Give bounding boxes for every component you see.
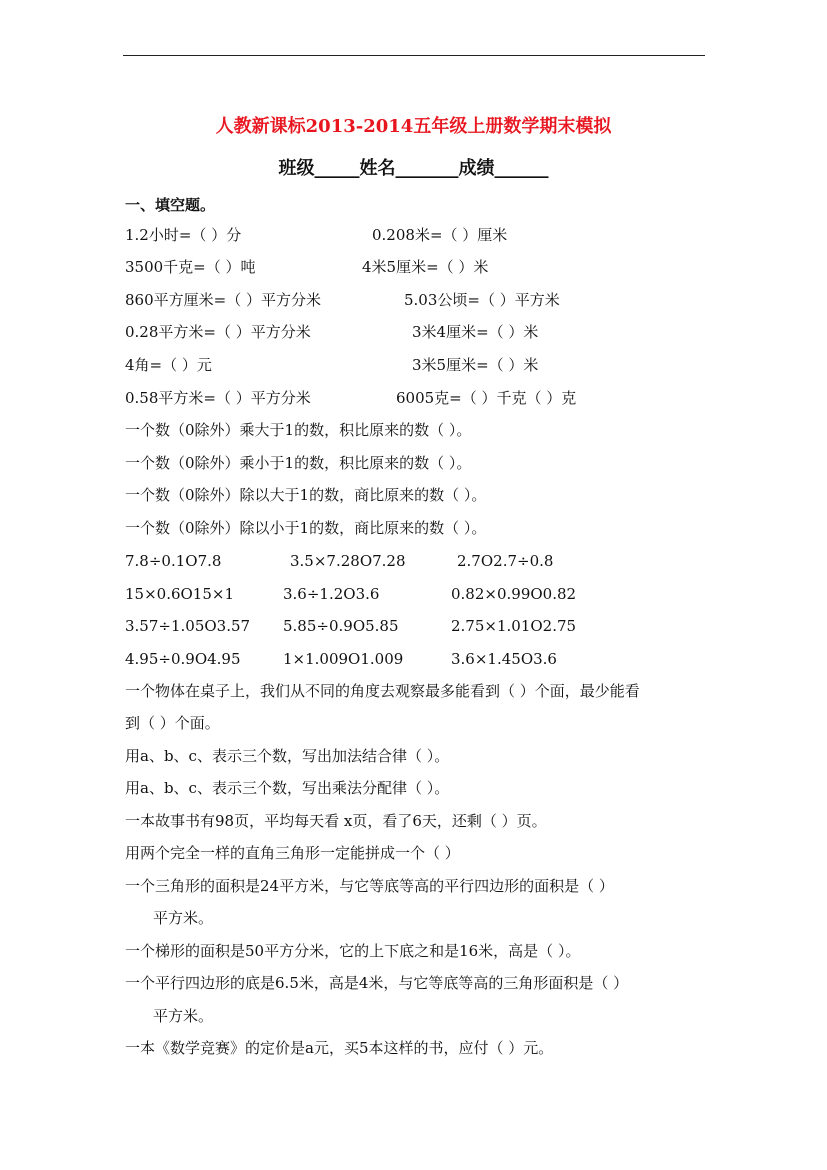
comparison-item: 3.57÷1.05O3.57	[125, 617, 251, 635]
question-line: 0.58平方米=（ ）平方分米	[125, 389, 311, 407]
comparison-item: 2.7O2.7÷0.8	[457, 552, 554, 570]
question-line: 1.2小时=（ ）分	[125, 226, 242, 244]
question-line: 0.208米=（ ）厘米	[372, 226, 508, 244]
question-line: 4角=（ ）元	[125, 356, 212, 374]
comparison-item: 3.6×1.45O3.6	[451, 650, 557, 668]
question-line: 3米5厘米=（ ）米	[412, 356, 539, 374]
question-line: 一本《数学竞赛》的定价是a元，买5本这样的书，应付（ ）元。	[125, 1039, 554, 1057]
question-line: 到（ ）个面。	[125, 714, 220, 732]
question-line: 一个数（0除外）除以大于1的数，商比原来的数（ ）。	[125, 486, 487, 504]
section-heading: 一、填空题。	[125, 196, 216, 214]
question-line: 平方米。	[153, 909, 214, 927]
question-line: 0.28平方米=（ ）平方分米	[125, 323, 311, 341]
comparison-item: 2.75×1.01O2.75	[451, 617, 577, 635]
question-line: 3米4厘米=（ ）米	[412, 323, 539, 341]
comparison-item: 7.8÷0.1O7.8	[125, 552, 222, 570]
question-line: 5.03公顷=（ ）平方米	[404, 291, 560, 309]
question-line: 一个物体在桌子上，我们从不同的角度去观察最多能看到（ ）个面，最少能看	[125, 682, 640, 700]
question-line: 一个数（0除外）乘大于1的数，积比原来的数（ ）。	[125, 421, 472, 439]
question-line: 一个梯形的面积是50平方分米，它的上下底之和是16米，高是（ ）。	[125, 942, 581, 960]
question-line: 4米5厘米=（ ）米	[362, 258, 489, 276]
question-line: 一个三角形的面积是24平方米，与它等底等高的平行四边形的面积是（ ）	[125, 877, 614, 895]
question-line: 用a、b、c、表示三个数，写出乘法分配律（ ）。	[125, 779, 450, 797]
page-title: 人教新课标2013-2014五年级上册数学期末模拟	[215, 116, 612, 137]
comparison-item: 4.95÷0.9O4.95	[125, 650, 241, 668]
question-line: 860平方厘米=（ ）平方分米	[125, 291, 321, 309]
question-line: 用两个完全一样的直角三角形一定能拼成一个（ ）	[125, 844, 460, 862]
question-line: 用a、b、c、表示三个数，写出加法结合律（ ）。	[125, 747, 450, 765]
question-line: 一本故事书有98页，平均每天看 x页，看了6天，还剩（ ）页。	[125, 812, 547, 830]
question-line: 6005克=（ ）千克（ ）克	[396, 389, 577, 407]
comparison-item: 0.82×0.99O0.82	[451, 585, 577, 603]
question-line: 一个平行四边形的底是6.5米，高是4米，与它等底等高的三角形面积是（ ）	[125, 974, 629, 992]
comparison-item: 3.6÷1.2O3.6	[283, 585, 380, 603]
student-info-line: 班级_____姓名_______成绩______	[278, 158, 549, 179]
comparison-item: 3.5×7.28O7.28	[290, 552, 406, 570]
comparison-item: 5.85÷0.9O5.85	[283, 617, 399, 635]
question-line: 平方米。	[153, 1007, 214, 1025]
comparison-item: 1×1.009O1.009	[283, 650, 404, 668]
question-line: 3500千克=（ ）吨	[125, 258, 256, 276]
question-line: 一个数（0除外）除以小于1的数，商比原来的数（ ）。	[125, 519, 487, 537]
question-line: 一个数（0除外）乘小于1的数，积比原来的数（ ）。	[125, 454, 472, 472]
header-rule	[123, 55, 705, 56]
comparison-item: 15×0.6O15×1	[125, 585, 235, 603]
